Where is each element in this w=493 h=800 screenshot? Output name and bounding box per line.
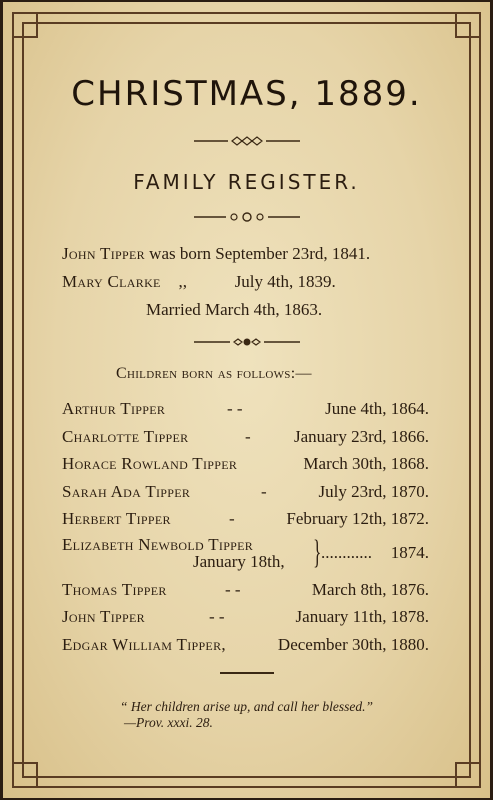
scripture-quote: “ Her children arise up, and call her blessed.” (120, 699, 373, 714)
child-entry: Edgar William Tipper, (62, 635, 226, 654)
mother-entry: Mary Clarke ,, July 4th, 1839. (62, 272, 336, 291)
page-title: CHRISTMAS, 1889. (71, 74, 422, 114)
child-entry: Thomas Tipper (62, 580, 167, 599)
corner-ornament (455, 12, 481, 38)
divider-ornament (192, 210, 302, 224)
child-date: June 4th, 1864. (325, 399, 429, 418)
child-year: 1874. (390, 543, 429, 562)
divider-ornament (192, 335, 302, 349)
divider-ornament (192, 134, 302, 148)
child-dots: ............ (321, 543, 372, 562)
child-date: January 18th, (193, 552, 285, 571)
child-entry: Arthur Tipper (62, 399, 166, 418)
child-dashes: - - (209, 607, 225, 626)
closing-rule (220, 672, 274, 674)
marriage-entry: Married March 4th, 1863. (146, 300, 323, 319)
child-entry: Herbert Tipper (62, 509, 171, 528)
child-dashes: - (261, 482, 267, 501)
child-dashes: - - (225, 580, 241, 599)
child-date: March 8th, 1876. (311, 580, 429, 599)
corner-ornament (455, 762, 481, 788)
child-date: July 23rd, 1870. (318, 482, 429, 501)
child-dashes: - (245, 427, 251, 446)
corner-ornament (12, 762, 38, 788)
child-entry: Horace Rowland Tipper (62, 454, 238, 473)
child-date: December 30th, 1880. (277, 635, 429, 654)
child-date: January 11th, 1878. (295, 607, 429, 626)
child-entry: Elizabeth Newbold Tipper (62, 535, 254, 554)
child-date: February 12th, 1872. (286, 509, 429, 528)
corner-ornament (12, 12, 38, 38)
child-dashes: - - (227, 399, 243, 418)
children-heading: Children born as follows:— (116, 365, 312, 382)
register-subtitle: FAMILY REGISTER. (133, 170, 360, 194)
brace-glyph: } (313, 534, 322, 571)
child-dashes: - (229, 509, 235, 528)
father-entry: John Tipper was born September 23rd, 1841. (62, 244, 371, 263)
register-card (3, 2, 490, 798)
scripture-reference: —Prov. xxxi. 28. (124, 715, 213, 730)
child-entry: Sarah Ada Tipper (62, 482, 191, 501)
child-entry: John Tipper (62, 607, 145, 626)
child-date: January 23rd, 1866. (293, 427, 429, 446)
child-entry: Charlotte Tipper (62, 427, 189, 446)
child-date: March 30th, 1868. (303, 454, 429, 473)
